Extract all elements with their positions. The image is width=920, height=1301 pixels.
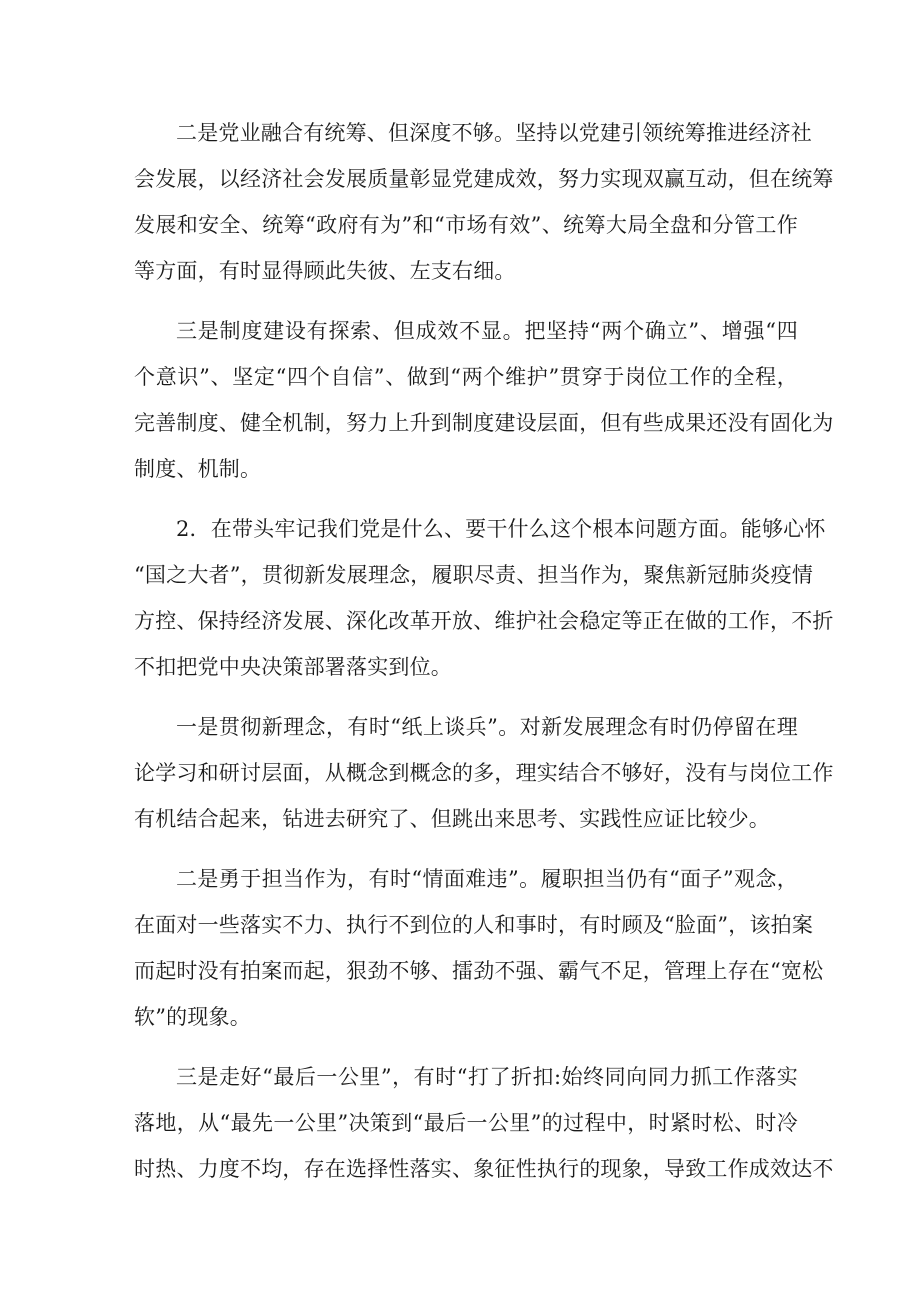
- paragraph-5-line-1: 二是勇于担当作为，有时“情面难违”。履职担当仍有“面子”观念，: [176, 867, 798, 891]
- paragraph-3-line-2: “国之大者”，贯彻新发展理念，履职尽责、担当作为，聚焦新冠肺炎疫情: [134, 563, 814, 587]
- paragraph-4-line-3: 有机结合起来，钻进去研究了、但跳出来思考、实践性应证比较少。: [134, 807, 770, 831]
- paragraph-2-line-2: 个意识”、坚定“四个自信”、做到“两个维护”贯穿于岗位工作的全程，: [134, 365, 798, 389]
- paragraph-6-line-3: 时热、力度不均，存在选择性落实、象征性执行的现象，导致工作成效达不: [134, 1157, 834, 1181]
- paragraph-2-line-4: 制度、机制。: [134, 457, 262, 481]
- paragraph-5-line-2: 在面对一些落实不力、执行不到位的人和事时，有时顾及“脸面”，该拍案: [134, 913, 814, 937]
- paragraph-1-line-3: 发展和安全、统筹“政府有为”和“市场有效”、统筹大局全盘和分管工作: [134, 213, 798, 237]
- paragraph-1-line-2: 会发展，以经济社会发展质量彰显党建成效，努力实现双赢互动，但在统筹: [134, 167, 834, 191]
- paragraph-6-line-1: 三是走好“最后一公里”，有时“打了折扣:始终同向同力抓工作落实: [176, 1065, 798, 1089]
- paragraph-5-line-3: 而起时没有拍案而起，狠劲不够、擂劲不强、霸气不足，管理上存在“宽松: [134, 959, 824, 983]
- paragraph-4-line-1: 一是贯彻新理念，有时“纸上谈兵”。对新发展理念有时仍停留在理: [176, 715, 798, 739]
- paragraph-6-line-2: 落地，从“最先一公里”决策到“最后一公里”的过程中，时紧时松、时冷: [134, 1111, 798, 1135]
- paragraph-1-line-1: 二是党业融合有统筹、但深度不够。坚持以党建引领统筹推进经济社: [176, 121, 812, 145]
- paragraph-5-line-4: 软”的现象。: [134, 1005, 251, 1029]
- paragraph-3-line-3: 方控、保持经济发展、深化改革开放、维护社会稳定等正在做的工作，不折: [134, 609, 834, 633]
- paragraph-1-line-4: 等方面，有时显得顾此失彼、左支右细。: [134, 259, 516, 283]
- paragraph-2-line-3: 完善制度、健全机制，努力上升到制度建设层面，但有些成果还没有固化为: [134, 411, 834, 435]
- paragraph-4-line-2: 论学习和研讨层面，从概念到概念的多，理实结合不够好，没有与岗位工作: [134, 761, 834, 785]
- paragraph-2-line-1: 三是制度建设有探索、但成效不显。把坚持“两个确立”、增强“四: [176, 319, 798, 343]
- paragraph-3-line-4: 不扣把党中央决策部署落实到位。: [134, 655, 452, 679]
- paragraph-3-line-1: 2．在带头牢记我们党是什么、要干什么这个根本问题方面。能够心怀: [176, 517, 826, 541]
